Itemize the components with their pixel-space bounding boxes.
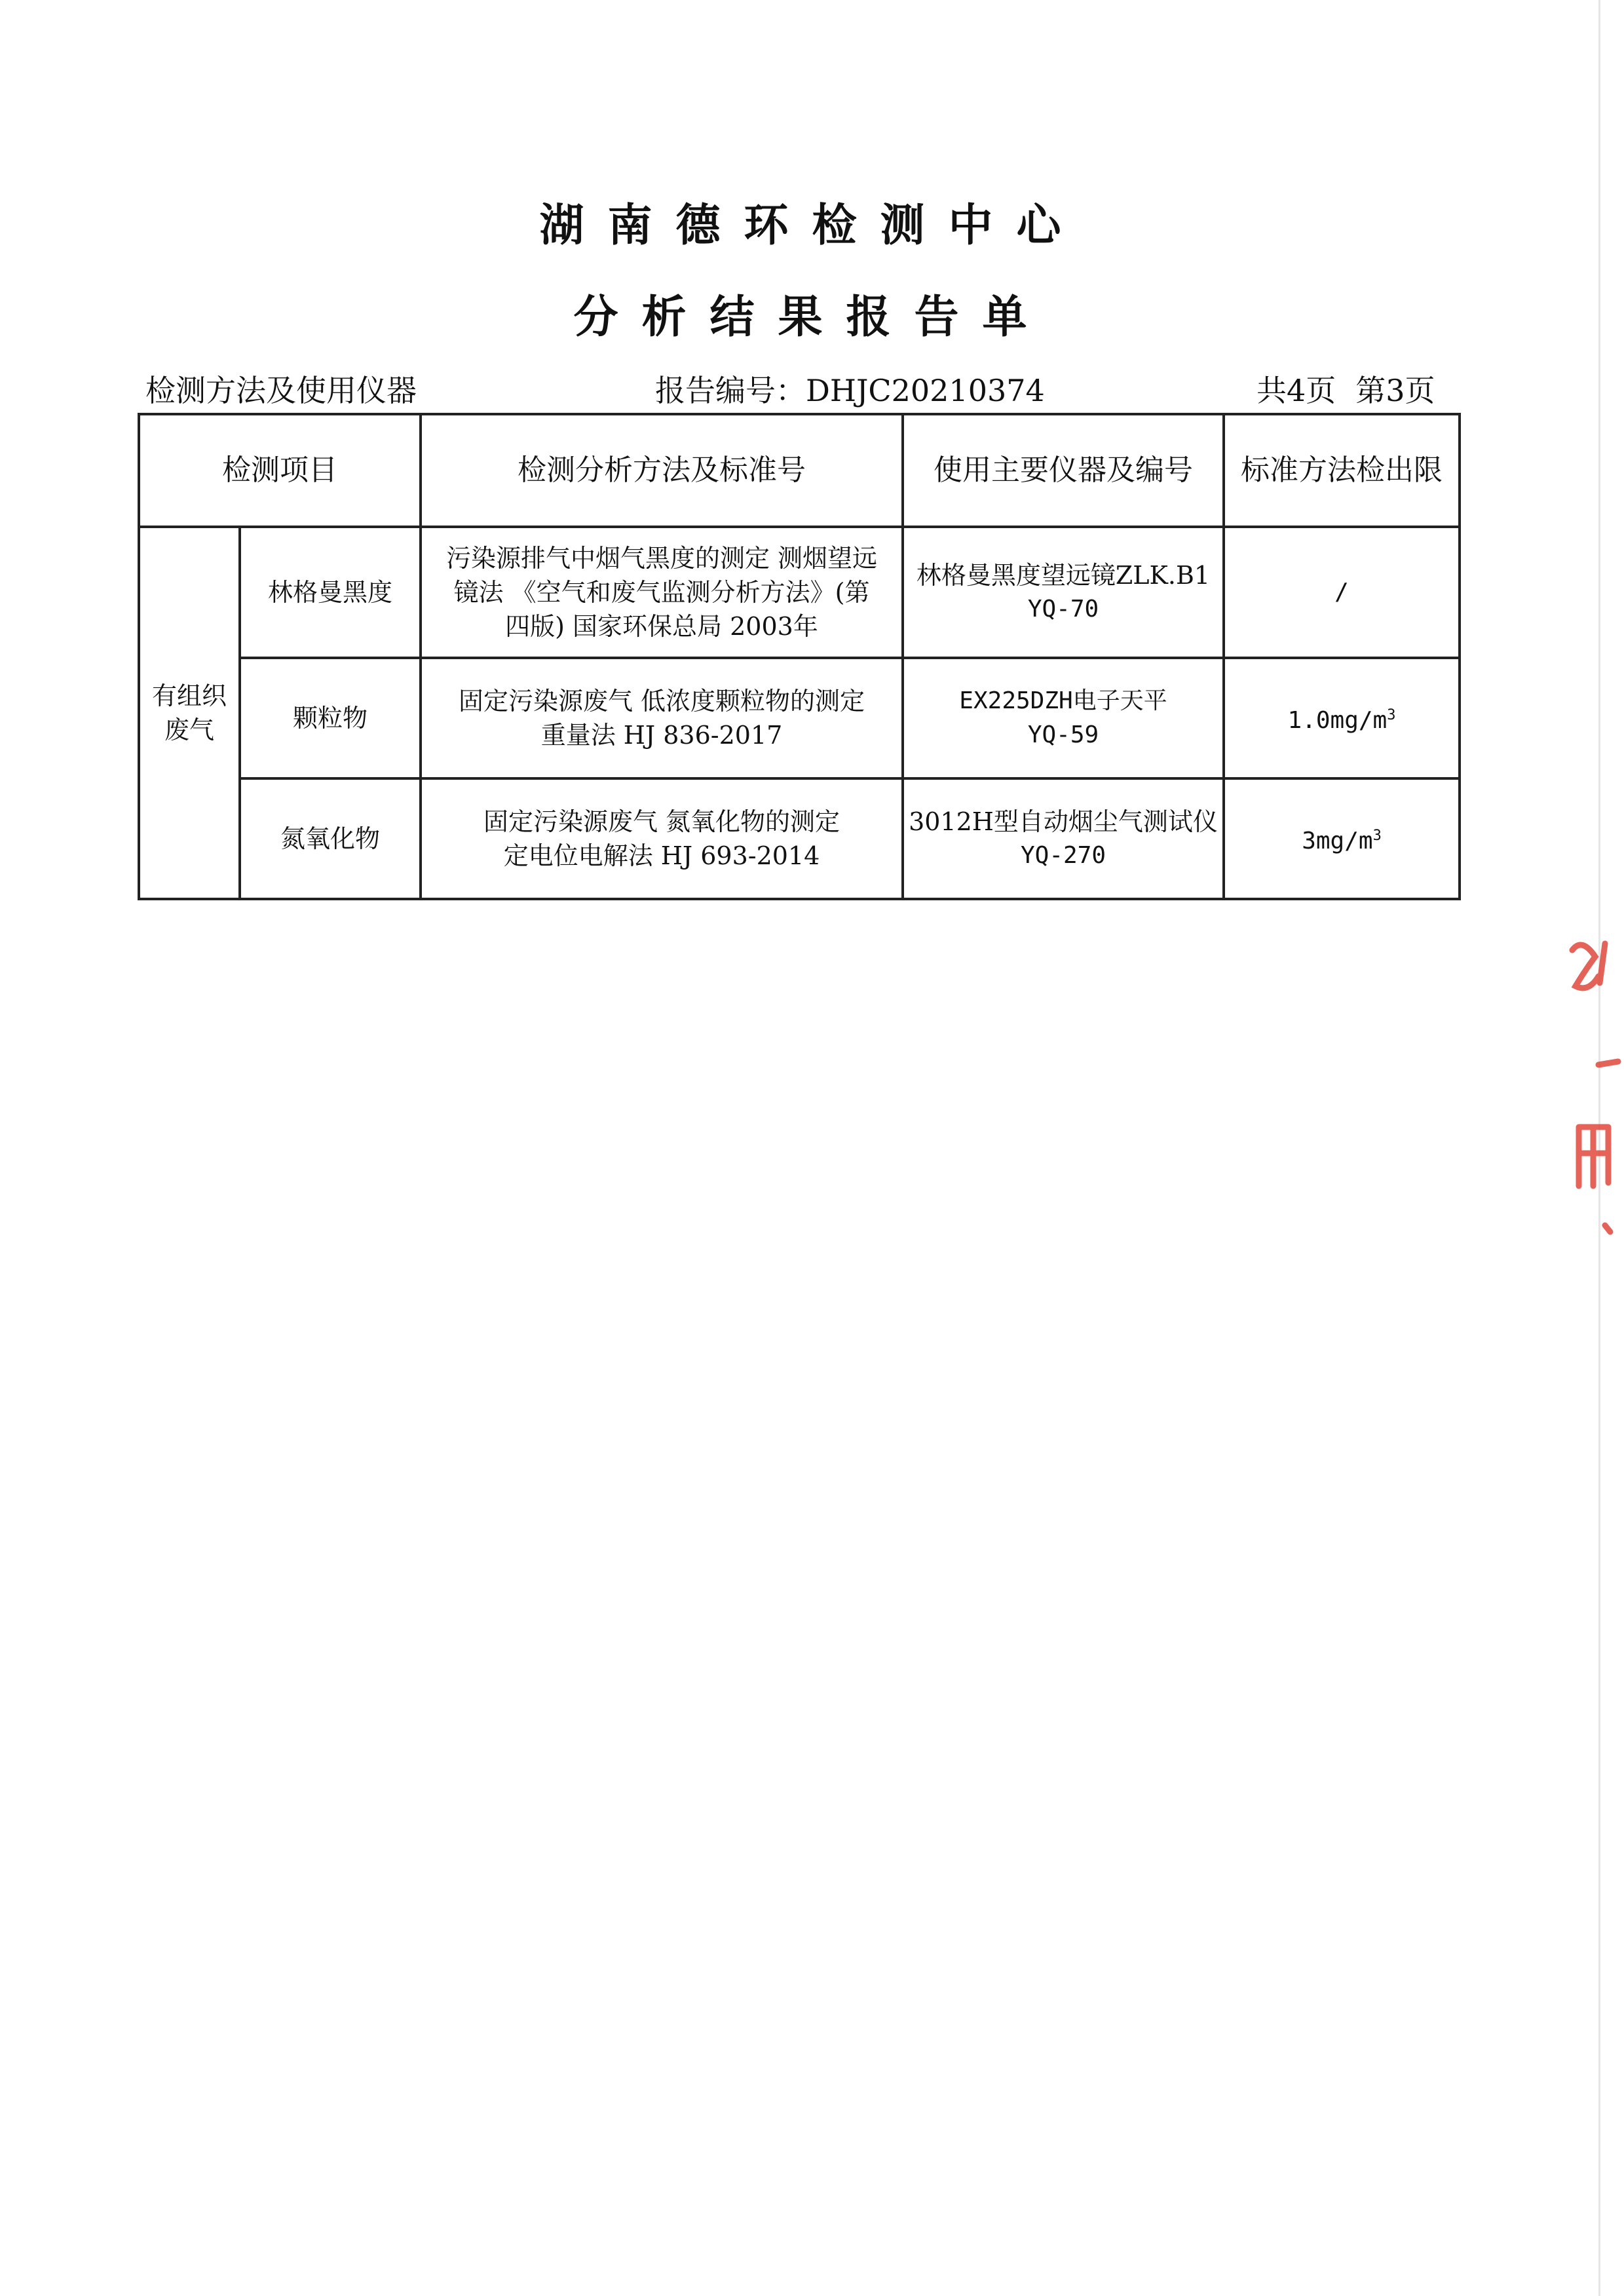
instrument-id: YQ-270	[1020, 842, 1106, 869]
instrument-cell	[903, 527, 1224, 658]
limit-superscript: 3	[1387, 707, 1396, 723]
method-line: 固定污染源废气 氮氧化物的测定	[483, 807, 840, 836]
stamp-stroke	[1579, 1127, 1608, 1186]
table-row	[139, 778, 1460, 899]
limit-value: 3mg/m	[1302, 828, 1373, 854]
limit-superscript: 3	[1372, 828, 1382, 844]
total-pages: 共4页	[1256, 373, 1336, 408]
header-instrument: 使用主要仪器及编号	[903, 414, 1224, 527]
stamp-stroke	[1605, 1225, 1610, 1232]
method-line: 定电位电解法 HJ 693-2014	[503, 841, 820, 870]
group-label-line1: 有组织	[151, 681, 227, 710]
item-cell: 颗粒物	[240, 658, 421, 778]
instrument-name: EX225DZH电子天平	[959, 687, 1167, 714]
left-caption: 检测方法及使用仪器	[145, 373, 417, 408]
item-cell: 林格曼黑度	[240, 527, 421, 658]
instrument-name: 林格曼黑度望远镜ZLK.B1	[916, 561, 1211, 590]
method-line: 四版) 国家环保总局 2003年	[505, 612, 818, 641]
method-line: 镜法 《空气和废气监测分析方法》(第	[453, 578, 870, 607]
limit-cell	[1224, 778, 1460, 899]
report-number: 报告编号：DHJC20210374	[655, 373, 1045, 408]
method-cell	[421, 527, 903, 658]
instrument-name: 3012H型自动烟尘气测试仪	[909, 807, 1218, 836]
red-seal-stamp-fragment	[1559, 930, 1624, 1245]
doc-title: 分析结果报告单	[573, 292, 1051, 343]
current-page: 第3页	[1355, 373, 1435, 408]
limit-cell: /	[1224, 527, 1460, 658]
table-row	[139, 527, 1460, 658]
method-cell	[421, 658, 903, 778]
stamp-stroke	[1598, 1062, 1618, 1065]
instrument-id: YQ-59	[1027, 721, 1099, 748]
group-label	[139, 527, 240, 899]
stamp-stroke	[1600, 944, 1605, 983]
instrument-id: YQ-70	[1027, 596, 1099, 622]
method-line: 污染源排气中烟气黑度的测定 测烟望远	[445, 544, 878, 573]
table-header-row	[139, 414, 1460, 527]
org-title: 湖南德环检测中心	[539, 200, 1085, 252]
header-method: 检测分析方法及标准号	[421, 414, 903, 527]
header-limit: 标准方法检出限	[1224, 414, 1460, 527]
table-row	[139, 658, 1460, 778]
page-indicator	[1256, 372, 1435, 409]
item-cell: 氮氧化物	[240, 778, 421, 899]
instrument-cell	[903, 658, 1224, 778]
group-label-line2: 废气	[164, 716, 214, 744]
method-cell	[421, 778, 903, 899]
stamp-stroke	[1572, 945, 1598, 988]
instrument-cell	[903, 778, 1224, 899]
analysis-table	[138, 413, 1461, 900]
limit-value: 1.0mg/m	[1287, 707, 1388, 734]
method-line: 固定污染源废气 低浓度颗粒物的测定	[458, 687, 865, 716]
method-line: 重量法 HJ 836-2017	[540, 721, 783, 750]
limit-cell	[1224, 658, 1460, 778]
header-item: 检测项目	[139, 414, 421, 527]
